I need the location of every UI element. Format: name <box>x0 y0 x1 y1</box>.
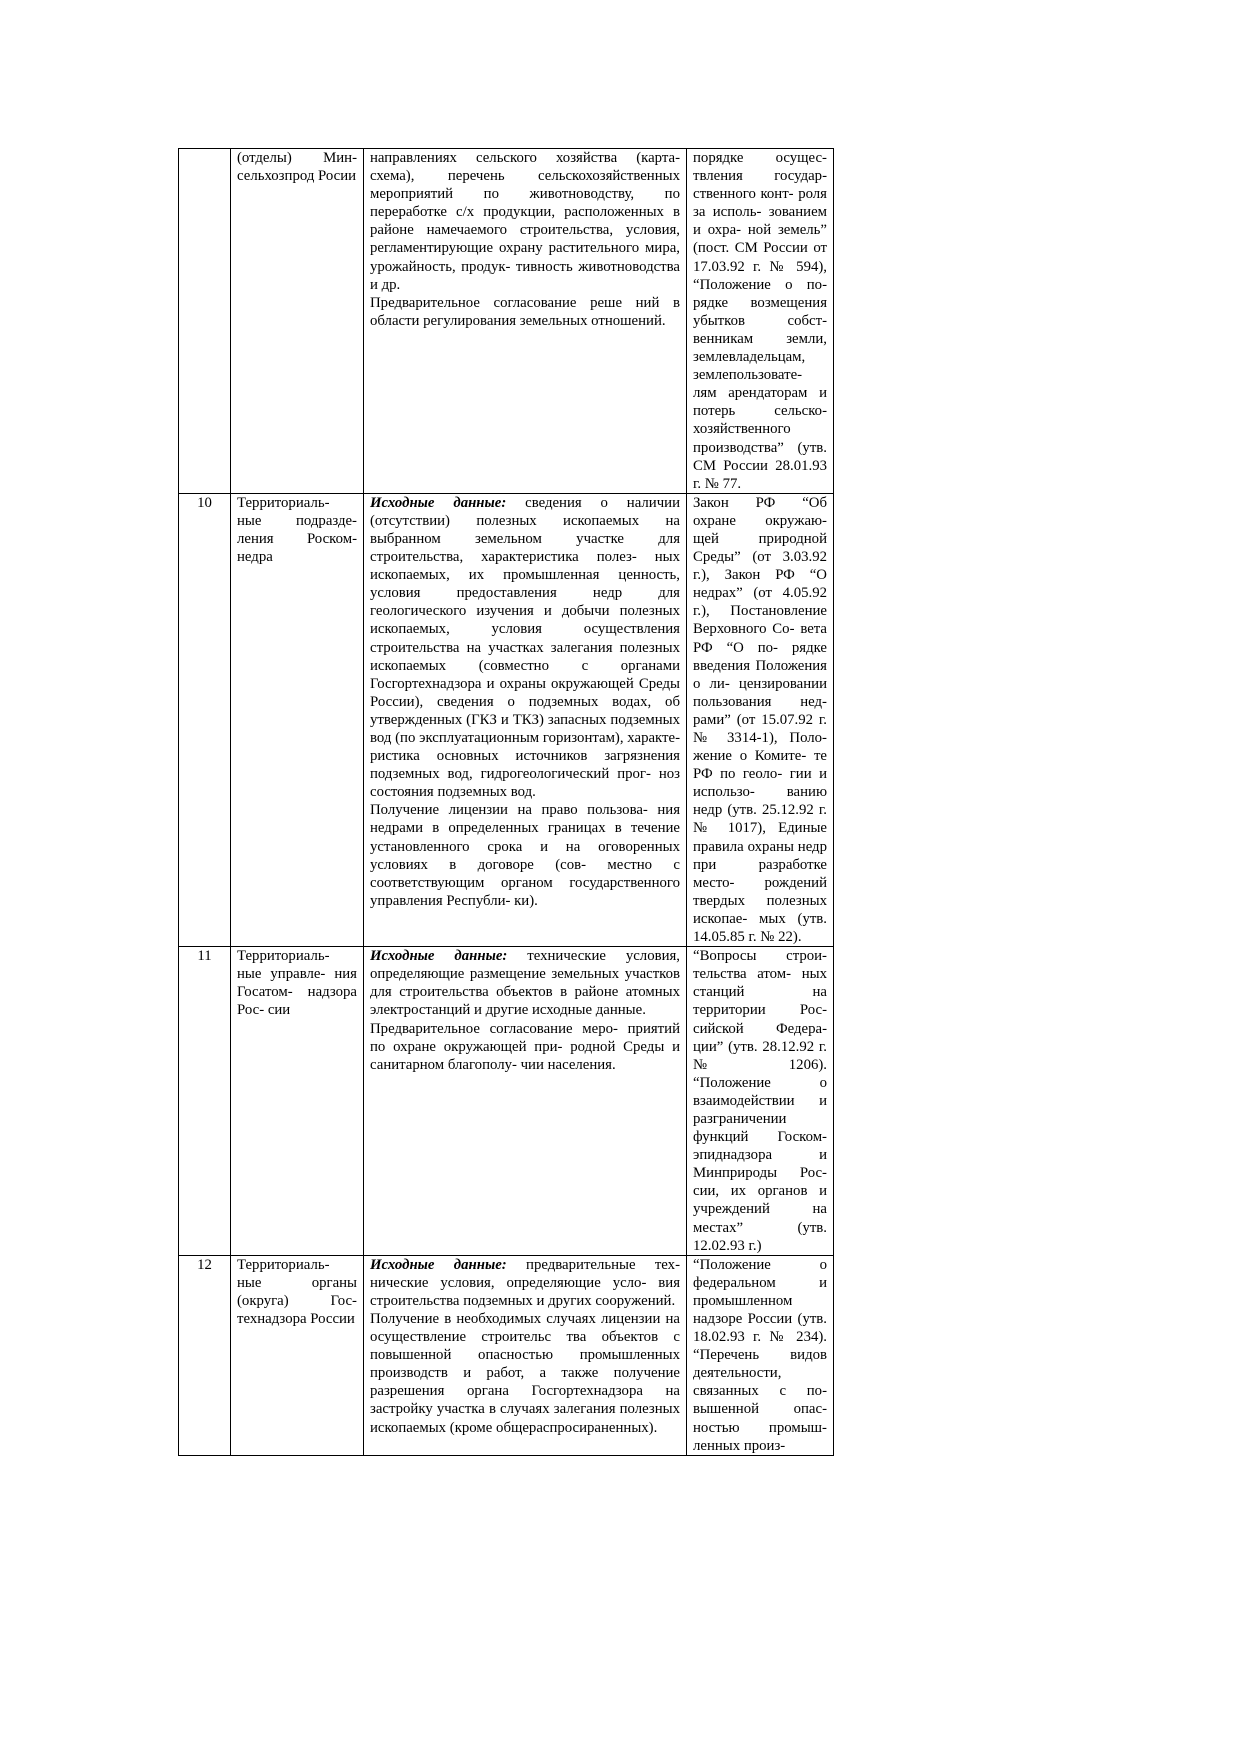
description-cell <box>364 149 687 494</box>
table-row <box>179 1255 834 1455</box>
legal-basis-cell: “Положение о федеральном и промышленном надзоре России (утв. 18.02.93 г. № 234). “Перечень видов деятельности, связанных с по- вышенной опас- ностью промыш- ленных произ- <box>687 1255 834 1455</box>
description-paragraph <box>370 1256 680 1310</box>
legal-basis-cell: “Вопросы строи- тельства атом- ных станций на территории Рос- сийской Федера- ции” (утв. 28.12.92 г. № 1206). “Положение о взаимодействии и разграничении функций Госком- эпиднадзора и Минприроды Рос- сии, их органов и учреждений на местах” (утв. 12.02.93 г.) <box>687 947 834 1256</box>
table-body <box>179 149 834 1456</box>
description-paragraph <box>370 947 680 1019</box>
legal-basis-cell: Закон РФ “Об охране окружаю- щей природной Среды” (от 3.03.92 г.), Закон РФ “О недрах” (от 4.05.92 г.), Постановление Верховного Со- вета РФ “О по- рядке введения Положения о ли- цензировании пользования нед- рами” (от 15.07.92 г. № 3314-1), Поло- жение о Комите- те РФ по геоло- гии и использо- ванию недр (утв. 25.12.92 г. № 1017), Единые правила охраны недр при разработке место- рождений твердых полезных ископае- мых (утв. 14.05.85 г. № 22). <box>687 493 834 946</box>
regulations-table <box>178 148 834 1456</box>
row-number: 10 <box>179 493 231 946</box>
description-cell <box>364 493 687 946</box>
source-data-lead: Исходные данные: <box>370 948 508 965</box>
table-row <box>179 947 834 1256</box>
paragraph-text: сведения о наличии (отсутствии) полезных ископаемых на выбранном земельном участке для строительства, характеристика полез- ных ископаемых, их промышленная ценность, условия предоставления недр для геологического изучения и добычи полезных ископаемых, условия осуществления строительства на участках залегания полезных ископаемых (совместно с органами Госгортехнадзора и охраны окружающей Среды России), сведения о подземных водах, об утвержденных (ГКЗ и ТКЗ) запасных подземных вод (по эксплуатационным горизонтам), характе- ристика основных источников загрязнения подземных вод, гидрогеологический прог- ноз состояния подземных вод. <box>370 494 680 801</box>
row-number: 12 <box>179 1255 231 1455</box>
description-cell <box>364 1255 687 1455</box>
legal-basis-cell: порядке осущес- твления государ- ственного конт- роля за исполь- зованием и охра- ной земель” (пост. СМ России от 17.03.92 г. № 594), “Положение о по- рядке возмещения убытков собст- венникам земли, землевладельцам, землепользовате- лям арендаторам и потерь сельско- хозяйственного производства” (утв. СМ России 28.01.93 г. № 77. <box>687 149 834 494</box>
paragraph-text: направлениях сельского хозяйства (карта- схема), перечень сельскохозяйственных мероприятий по животноводству, по переработке с/х продукции, расположенных в районе намечаемого строительства, условия, регламентирующие охрану растительного мира, урожайность, продук- тивность животноводства и др. <box>370 150 680 293</box>
description-paragraph <box>370 1020 680 1074</box>
paragraph-text: Получение в необходимых случаях лицензии на осуществление строительс тва объектов с повышенной опасностью промышленных производств и работ, а также получение разрешения органа Госгортехнадзора на застройку участка в случаях залегания полезных ископаемых (кроме общераспросираненных). <box>370 1311 680 1436</box>
row-number: 11 <box>179 947 231 1256</box>
organization-cell: Территориаль- ные подразде- ления Роском- недра <box>231 493 364 946</box>
paragraph-text: предварительные тех- нические условия, определяющие усло- вия строительства подземных и других сооружений. <box>370 1256 680 1309</box>
description-paragraph <box>370 1310 680 1437</box>
source-data-lead: Исходные данные: <box>370 494 507 511</box>
description-paragraph <box>370 494 680 802</box>
paragraph-text: технические условия, определяющие размещение земельных участков для строительства объектов в районе атомных электростанций и другие исходные данные. <box>370 948 681 1019</box>
paragraph-text: Получение лицензии на право пользова- ния недрами в определенных границах в течение установленного срока и на оговоренных условиях в договоре (сов- местно с соответствующим органом государственного управления Республи- ки). <box>370 802 680 909</box>
description-paragraph <box>370 801 680 910</box>
table-row <box>179 149 834 494</box>
organization-cell: Территориаль- ные управле- ния Госатом- надзора Рос- сии <box>231 947 364 1256</box>
paragraph-text: Предварительное согласование меро- приятий по охране окружающей при- родной Среды и санитарном благополу- чии населения. <box>370 1020 680 1073</box>
organization-cell: Территориаль- ные органы (округа) Гос- технадзора России <box>231 1255 364 1455</box>
row-number <box>179 149 231 494</box>
table-row <box>179 493 834 946</box>
organization-cell: (отделы) Мин- сельхозпрод Росии <box>231 149 364 494</box>
description-cell <box>364 947 687 1256</box>
paragraph-text: Предварительное согласование реше ний в области регулирования земельных отношений. <box>370 294 680 329</box>
description-paragraph <box>370 294 680 330</box>
description-paragraph <box>370 149 680 294</box>
source-data-lead: Исходные данные: <box>370 1256 507 1273</box>
